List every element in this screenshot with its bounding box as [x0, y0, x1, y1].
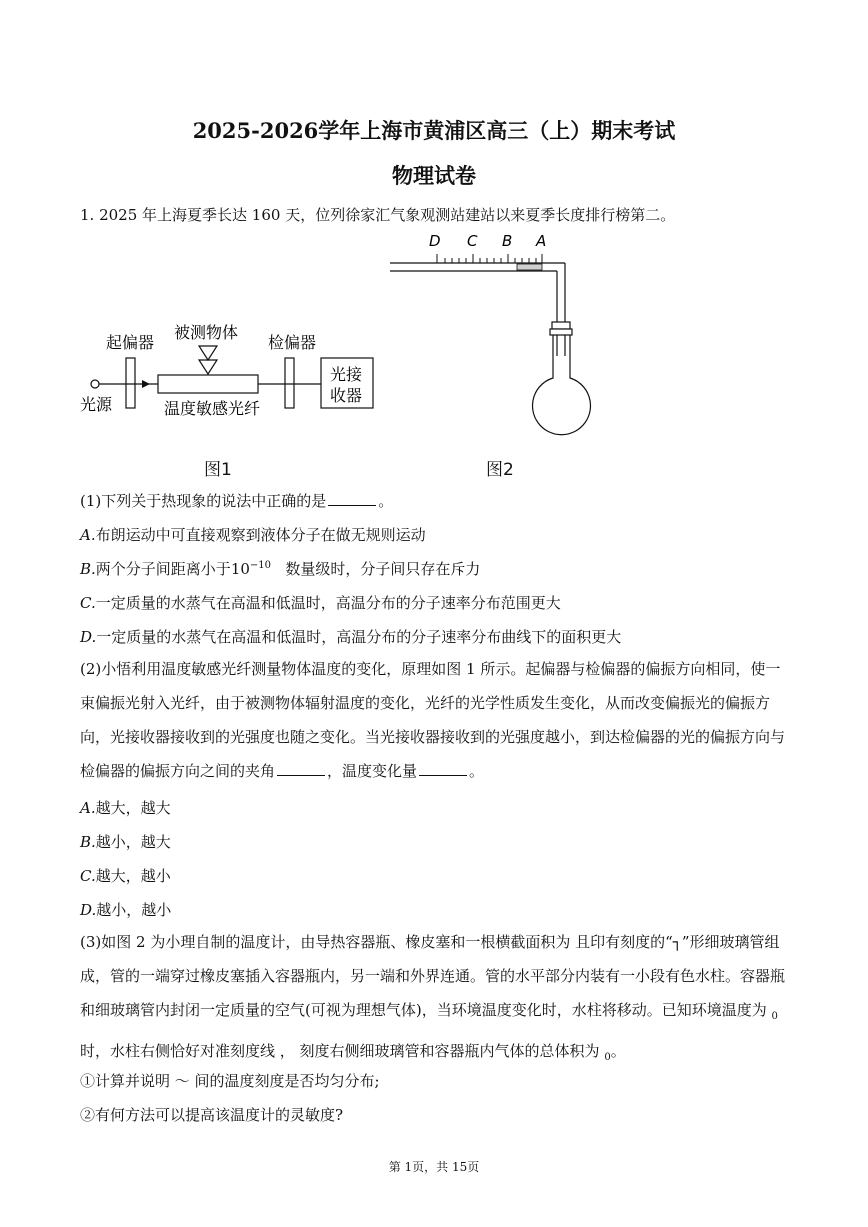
answer-blank: [419, 761, 467, 776]
part-2-option-a: A.越大，越大: [80, 799, 171, 817]
fig1-object-arrow-2: [199, 360, 217, 374]
exam-subtitle: 物理试卷: [392, 163, 476, 188]
fig1-object-arrow-1: [199, 346, 217, 360]
part-2-option-b: B.越小，越大: [80, 833, 171, 851]
part-1-option-c: C.一定质量的水蒸气在高温和低温时，高温分布的分子速率分布范围更大: [80, 594, 561, 612]
fig2-label-c: C: [467, 232, 478, 250]
l-shape-glyph: ┐: [672, 933, 682, 951]
part-1-option-b: B.两个分子间距离小于$10^{-10}$ 数量级时，分子间只存在斥力: [80, 560, 481, 578]
part-3-item-1: ①计算并说明 ～ 间的温度刻度是否均匀分布;: [80, 1072, 380, 1090]
figure-1-caption: 图1: [204, 460, 232, 480]
fig2-water-column: [517, 264, 542, 270]
fig2-flask: [533, 335, 591, 435]
fig1-object-label: 被测物体: [174, 323, 239, 342]
answer-blank: [277, 761, 325, 776]
figure-1-diagram: [78, 318, 388, 428]
part-3-stem: (3)如图 2 为小理自制的温度计，由导热容器瓶、橡皮塞和一根横截面积为 且印有刻度的“┐”形细玻璃管组成，管的一端穿过橡皮塞插入容器瓶内，另一端和外界连通。管的水平部分内装有一小段有色水柱。容器瓶和细玻璃管内封闭一定质量的空气(可视为理想气体)，当环境温度变化时，水柱将移动。已知环境温度为 $_0$时，水柱右侧恰好对准刻度线 ， 刻度右侧细玻璃管和容器瓶内气体的总体积为 $_0$。: [80, 933, 786, 1063]
fig1-fiber: [158, 375, 258, 393]
part-2-option-d: D.越小，越小: [80, 901, 172, 919]
figure-2-caption: 图2: [486, 460, 514, 480]
fig2-label-b: B: [502, 232, 513, 250]
fig1-analyzer: [285, 358, 294, 408]
figure-2-diagram: [390, 230, 610, 445]
part-2-option-c: C.越大，越小: [80, 867, 171, 885]
fig1-fiber-label: 温度敏感光纤: [164, 399, 261, 418]
question-1-intro: 1. 2025 年上海夏季长达 160 天，位列徐家汇气象观测站建站以来夏季长度排行榜第二。: [80, 206, 676, 224]
part-1-option-a: A.布朗运动中可直接观察到液体分子在做无规则运动: [80, 526, 426, 544]
fig2-stopper: [552, 322, 570, 329]
fig1-receiver-label-1: 光接: [330, 365, 363, 384]
part-3-item-2: ②有何方法可以提高该温度计的灵敏度?: [80, 1106, 344, 1124]
answer-blank: [328, 491, 376, 506]
fig1-source-label: 光源: [80, 395, 113, 414]
part-1-option-d: D.一定质量的水蒸气在高温和低温时，高温分布的分子速率分布曲线下的面积更大: [80, 628, 622, 646]
fig1-light-source: [91, 380, 99, 388]
fig1-analyzer-label: 检偏器: [268, 333, 317, 352]
page-footer: 第 1页，共 15页: [388, 1160, 480, 1174]
fig1-polarizer: [126, 358, 135, 408]
fig2-scale: [437, 254, 542, 263]
exam-title: 2025-2026学年上海市黄浦区高三（上）期末考试: [192, 118, 676, 143]
part-1-stem: (1)下列关于热现象的说法中正确的是 。: [80, 492, 394, 510]
fig2-label-a: A: [536, 232, 547, 250]
fig1-polarizer-label: 起偏器: [106, 333, 155, 352]
fig1-receiver-label-2: 收器: [330, 386, 363, 405]
fig2-label-d: D: [429, 232, 441, 250]
part-2-stem: (2)小悟利用温度敏感光纤测量物体温度的变化，原理如图 1 所示。起偏器与检偏器的偏振方向相同，使一束偏振光射入光纤，由于被测物体辐射温度的变化，光纤的光学性质发生变化，从而改变偏振光的偏振方向，光接收器接收到的光强度也随之变化。当光接收器接收到的光强度越小，到达检偏器的光的偏振方向与检偏器的偏振方向之间的夹角 ，温度变化量 。: [80, 660, 786, 780]
